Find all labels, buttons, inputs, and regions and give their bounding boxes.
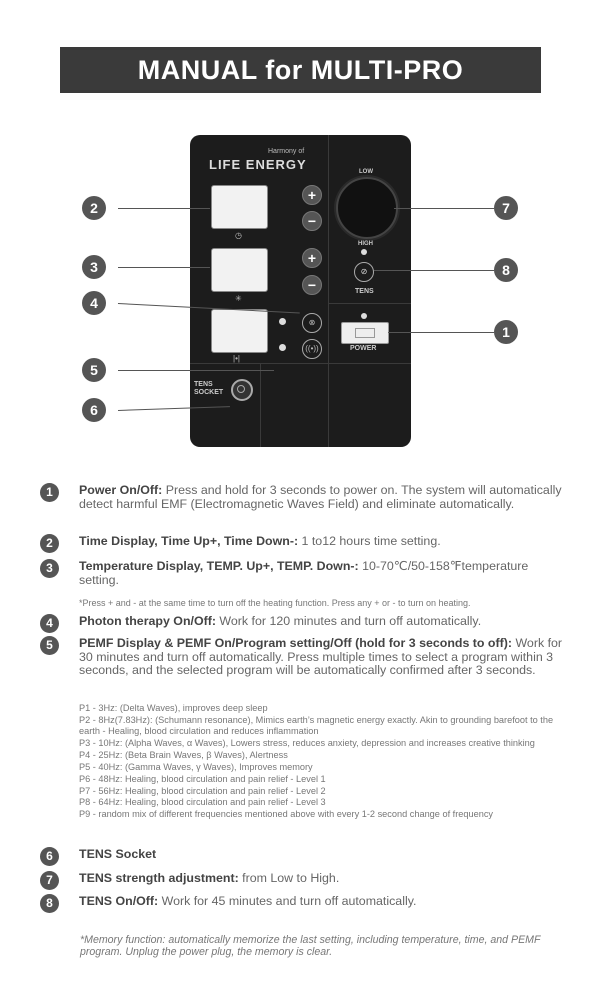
time-up-button[interactable]: + bbox=[302, 185, 322, 205]
legend-text: Work for 45 minutes and turn off automatically. bbox=[158, 894, 417, 908]
legend-number: 4 bbox=[40, 614, 59, 633]
tens-socket-label: TENS SOCKET bbox=[194, 381, 224, 396]
legend-number: 1 bbox=[40, 483, 59, 502]
memory-note: *Memory function: automatically memorize the last setting, including temperature, time, and PEMF program. Unplug the power plug, the memory is clear. bbox=[80, 934, 541, 958]
pemf-icon: |•| bbox=[233, 354, 240, 363]
program-item: P5 - 40Hz: (Gamma Waves, γ Waves), Improves memory bbox=[79, 761, 313, 772]
legend-text: Work for 30 minutes and turn off automatically. Press multiple times to select a program within 3 seconds, and the selected program will be automatically confirmed after 3 seconds. bbox=[79, 636, 563, 677]
legend-text: Work for 120 minutes and turn off automatically. bbox=[215, 614, 482, 628]
callout-line-5 bbox=[118, 370, 274, 371]
program-item: P8 - 64Hz: Healing, blood circulation and pain relief - Level 3 bbox=[79, 797, 326, 808]
photon-button[interactable]: ⊗ bbox=[302, 313, 322, 333]
pemf-button[interactable]: ((•)) bbox=[302, 339, 322, 359]
legend-text: 1 to12 hours time setting. bbox=[298, 534, 441, 548]
legend-number: 2 bbox=[40, 534, 59, 553]
photon-led bbox=[279, 318, 286, 325]
time-down-button[interactable]: − bbox=[302, 211, 322, 231]
clock-icon: ◷ bbox=[235, 231, 242, 240]
brand-tagline: Harmony of bbox=[268, 148, 305, 155]
high-label: HIGH bbox=[358, 241, 373, 247]
callout-7: 7 bbox=[494, 196, 518, 220]
legend-number: 5 bbox=[40, 636, 59, 655]
tens-strength-knob[interactable] bbox=[336, 177, 398, 239]
tens-socket[interactable] bbox=[231, 379, 253, 401]
legend-text: from Low to High. bbox=[238, 871, 340, 885]
callout-line-1 bbox=[388, 332, 494, 333]
callout-4: 4 bbox=[82, 291, 106, 315]
legend-number: 8 bbox=[40, 894, 59, 913]
legend-label: TENS On/Off: bbox=[79, 894, 159, 908]
legend-text: 10-70℃/50-158℉temperature setting. bbox=[79, 559, 529, 587]
callout-8: 8 bbox=[494, 258, 518, 282]
legend-number: 6 bbox=[40, 847, 59, 866]
legend-label: PEMF Display & PEMF On/Program setting/Off (hold for 3 seconds to off): bbox=[79, 636, 513, 650]
callout-5: 5 bbox=[82, 358, 106, 382]
legend-text: Press and hold for 3 seconds to power on. The system will automatically detect harmful EMF (Electromagnetic Waves Field) and eliminate automatically. bbox=[79, 483, 562, 511]
low-label: LOW bbox=[359, 169, 373, 175]
callout-1: 1 bbox=[494, 320, 518, 344]
time-display bbox=[211, 185, 268, 229]
temp-up-button[interactable]: + bbox=[302, 248, 322, 268]
program-item: P6 - 48Hz: Healing, blood circulation and pain relief - Level 1 bbox=[79, 773, 326, 784]
callout-line-7 bbox=[394, 208, 494, 209]
power-button[interactable] bbox=[341, 322, 389, 344]
legend-label: Time Display, Time Up+, Time Down-: bbox=[79, 534, 299, 548]
legend-number: 3 bbox=[40, 559, 59, 578]
callout-2: 2 bbox=[82, 196, 106, 220]
legend-label: TENS Socket bbox=[79, 847, 157, 861]
tens-button[interactable]: ⊘ bbox=[354, 262, 374, 282]
brand-logo: LIFE ENERGY bbox=[209, 157, 307, 172]
program-item: P3 - 10Hz: (Alpha Waves, α Waves), Lowers stress, reduces anxiety, depression and increases creative thinking bbox=[79, 737, 535, 748]
legend-label: Temperature Display, TEMP. Up+, TEMP. Down-: bbox=[79, 559, 359, 573]
callout-6: 6 bbox=[82, 398, 106, 422]
heating-note: *Press + and - at the same time to turn off the heating function. Press any + or - to turn on heating. bbox=[79, 598, 471, 608]
temp-down-button[interactable]: − bbox=[302, 275, 322, 295]
callout-line-8 bbox=[374, 270, 494, 271]
legend-label: Photon therapy On/Off: bbox=[79, 614, 216, 628]
callout-line-3 bbox=[118, 267, 210, 268]
program-item: P4 - 25Hz: (Beta Brain Waves, β Waves), Alertness bbox=[79, 749, 288, 760]
heat-icon: ✳ bbox=[235, 294, 242, 303]
callout-3: 3 bbox=[82, 255, 106, 279]
program-item: P2 - 8Hz(7.83Hz): (Schumann resonance), Mimics earth’s magnetic energy exactly. Akin to grounding barefoot to the earth - Healing, blood circulation and reduces inflammation bbox=[79, 714, 554, 736]
page-title: MANUAL for MULTI-PRO bbox=[60, 47, 541, 93]
power-led bbox=[361, 313, 367, 319]
pemf-display bbox=[211, 309, 268, 353]
legend-label: TENS strength adjustment: bbox=[79, 871, 239, 885]
tens-label: TENS bbox=[355, 288, 374, 295]
temperature-display bbox=[211, 248, 268, 292]
program-item: P7 - 56Hz: Healing, blood circulation and pain relief - Level 2 bbox=[79, 785, 326, 796]
program-item: P1 - 3Hz: (Delta Waves), improves deep sleep bbox=[79, 703, 268, 713]
legend-number: 7 bbox=[40, 871, 59, 890]
power-label: POWER bbox=[350, 345, 377, 352]
pemf-led bbox=[279, 344, 286, 351]
pemf-program-list bbox=[79, 703, 569, 821]
callout-line-2 bbox=[118, 208, 210, 209]
program-item: P9 - random mix of different frequencies mentioned above with every 1-2 second change of frequency bbox=[79, 809, 494, 820]
legend-label: Power On/Off: bbox=[79, 483, 163, 497]
tens-led bbox=[361, 249, 367, 255]
